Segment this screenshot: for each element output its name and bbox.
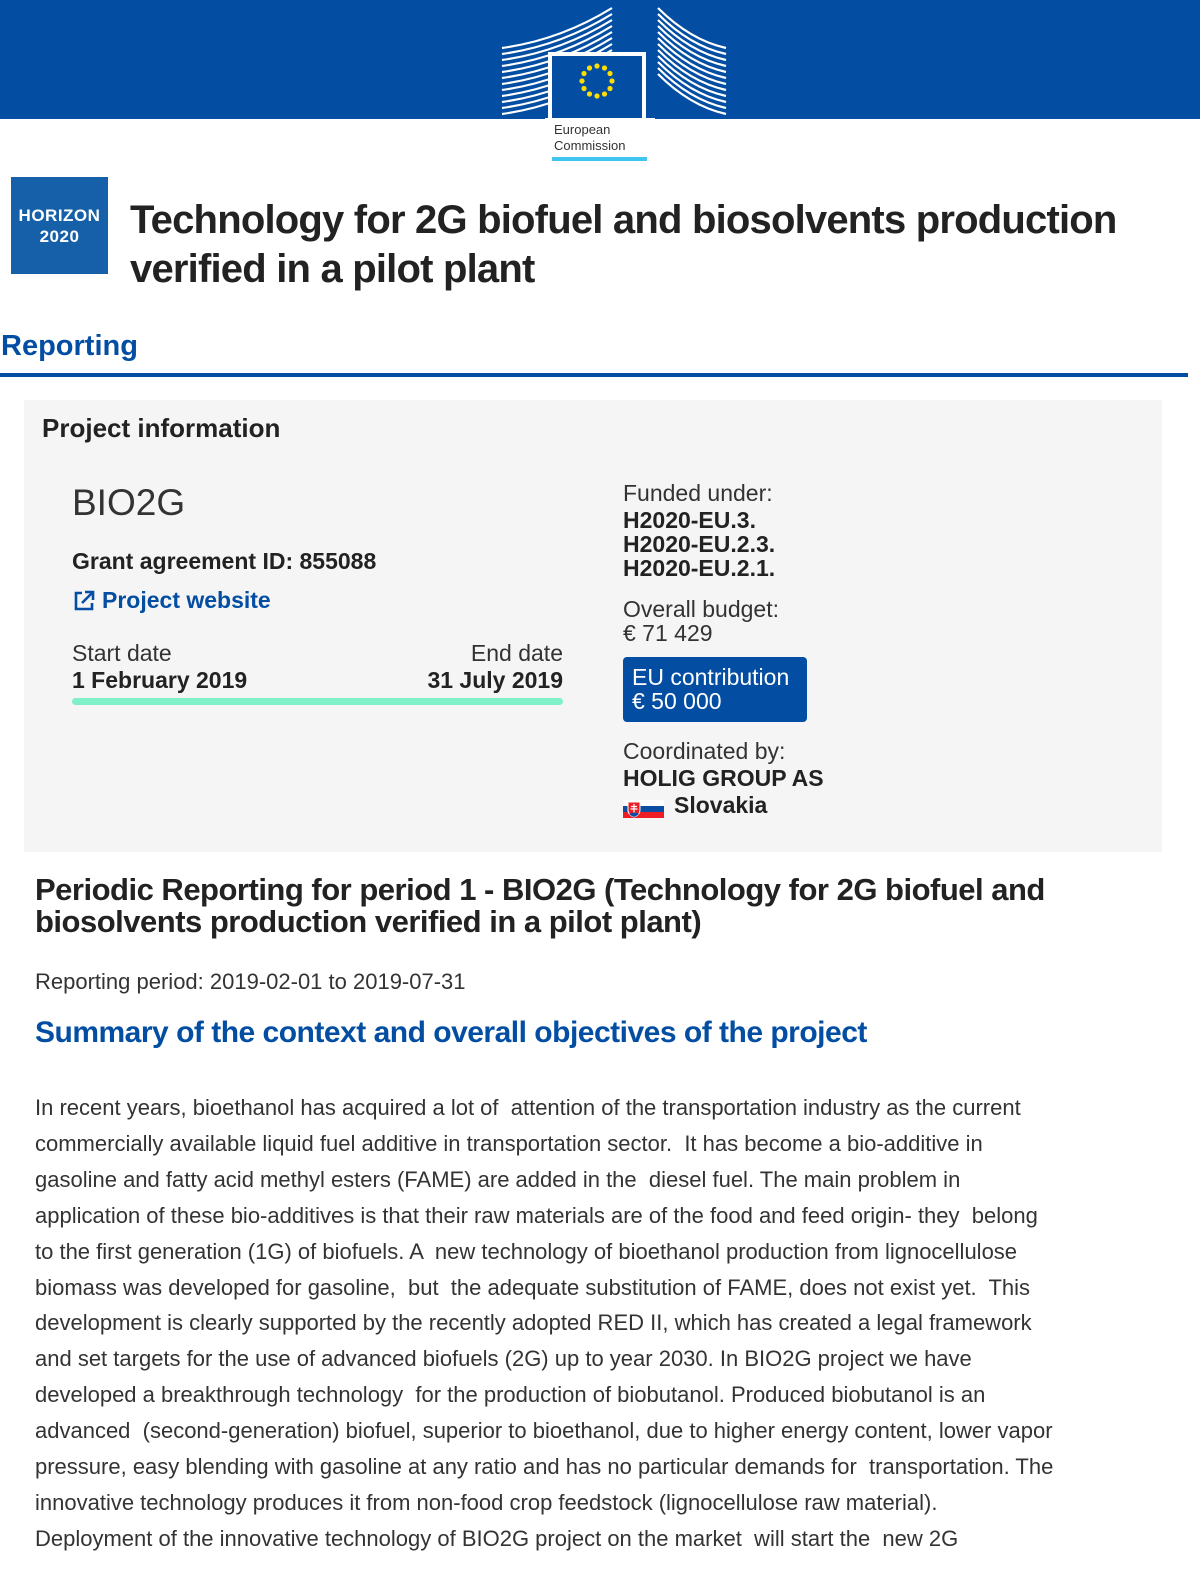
summary-line: and set targets for the use of advanced biofuels (2G) up to year 2030. In BIO2G project we have	[35, 1346, 972, 1372]
end-date-label: End date	[470, 640, 563, 666]
project-website-link[interactable]	[72, 587, 271, 614]
project-website-label[interactable]: Project website	[102, 587, 271, 613]
european-commission-logo[interactable]	[500, 0, 730, 168]
grant-agreement-id: Grant agreement ID: 855088	[72, 548, 377, 574]
start-date-label: Start date	[72, 640, 172, 666]
overall-budget-value: € 71 429	[623, 620, 713, 646]
eu-commission-logo-icon	[500, 0, 730, 120]
project-timeline-bar	[72, 698, 563, 705]
eu-contribution-value: € 50 000	[632, 688, 722, 714]
summary-line: biomass was developed for gasoline, but the adequate substitution of FAME, does not exist yet. This	[35, 1274, 1031, 1300]
summary-line: In recent years, bioethanol has acquired a lot of attention of the transportation industry as the current	[35, 1095, 1021, 1120]
summary-line: innovative technology produces it from non-food crop feedstock (lignocellulose raw material).	[35, 1489, 938, 1515]
external-link-icon	[72, 589, 96, 613]
summary-line: advanced (second-generation) biofuel, superior to bioethanol, due to higher energy content, lower vapor	[35, 1418, 1053, 1444]
coordinator-country: Slovakia	[674, 792, 768, 818]
coordinator-name: HOLIG GROUP AS	[623, 765, 824, 791]
project-acronym: BIO2G	[72, 482, 186, 523]
summary-line: to the first generation (1G) of biofuels. A new technology of bioethanol production from lignocellulose	[35, 1238, 1018, 1264]
programme-link-2[interactable]: H2020-EU.2.3.	[623, 531, 776, 557]
programme-link-3[interactable]: H2020-EU.2.1.	[623, 555, 776, 581]
summary-body-text	[35, 1090, 1160, 1557]
funded-under-label: Funded under:	[623, 480, 773, 506]
summary-heading: Summary of the context and overall objectives of the project	[35, 1016, 867, 1049]
horizon-2020-logo	[11, 177, 108, 274]
reporting-period: Reporting period: 2019-02-01 to 2019-07-31	[35, 969, 466, 994]
overall-budget-label: Overall budget:	[623, 596, 779, 622]
logo-label-line1: European	[554, 122, 611, 137]
end-date-value: 31 July 2019	[427, 667, 563, 693]
summary-line: application of these bio-additives is that their raw materials are of the food and feed origin- they belong	[35, 1202, 1038, 1228]
summary-line: gasoline and fatty acid methyl esters (FAME) are added in the diesel fuel. The main problem in	[35, 1166, 961, 1192]
project-info-panel	[24, 400, 1162, 852]
programme-link-1[interactable]: H2020-EU.3.	[623, 507, 756, 533]
summary-line: pressure, easy blending with gasoline at any ratio and has no particular demands for transportation. The	[35, 1454, 1054, 1480]
horizon-logo-line1: HORIZON	[18, 205, 101, 225]
periodic-report-title: Periodic Reporting for period 1 - BIO2G (Technology for 2G biofuel and biosolvents production verified in a pilot plant)	[35, 872, 1045, 939]
summary-line: Deployment of the innovative technology of BIO2G project on the market will start the new 2G	[35, 1525, 959, 1551]
project-info-heading: Project information	[42, 413, 281, 443]
section-divider	[0, 373, 1188, 377]
eu-contribution-badge	[623, 657, 807, 722]
logo-label	[554, 122, 626, 154]
summary-line: development is clearly supported by the recently adopted RED II, which has created a legal framework	[35, 1310, 1032, 1336]
logo-label-line2: Commission	[554, 138, 626, 153]
eu-contribution-label: EU contribution	[632, 664, 790, 690]
summary-line: developed a breakthrough technology for the production of biobutanol. Produced biobutanol is an	[35, 1382, 986, 1408]
section-label: Reporting	[1, 330, 138, 362]
logo-underline	[552, 157, 647, 161]
page-title: Technology for 2G biofuel and biosolvents production verified in a pilot plant	[130, 198, 1117, 291]
summary-line: commercially available liquid fuel additive in transportation sector. It has become a bio-additive in	[35, 1130, 983, 1156]
coordinated-by-label: Coordinated by:	[623, 738, 786, 764]
horizon-logo-line2: 2020	[39, 226, 80, 246]
start-date-value: 1 February 2019	[72, 667, 248, 693]
slovakia-flag-icon	[623, 800, 664, 818]
